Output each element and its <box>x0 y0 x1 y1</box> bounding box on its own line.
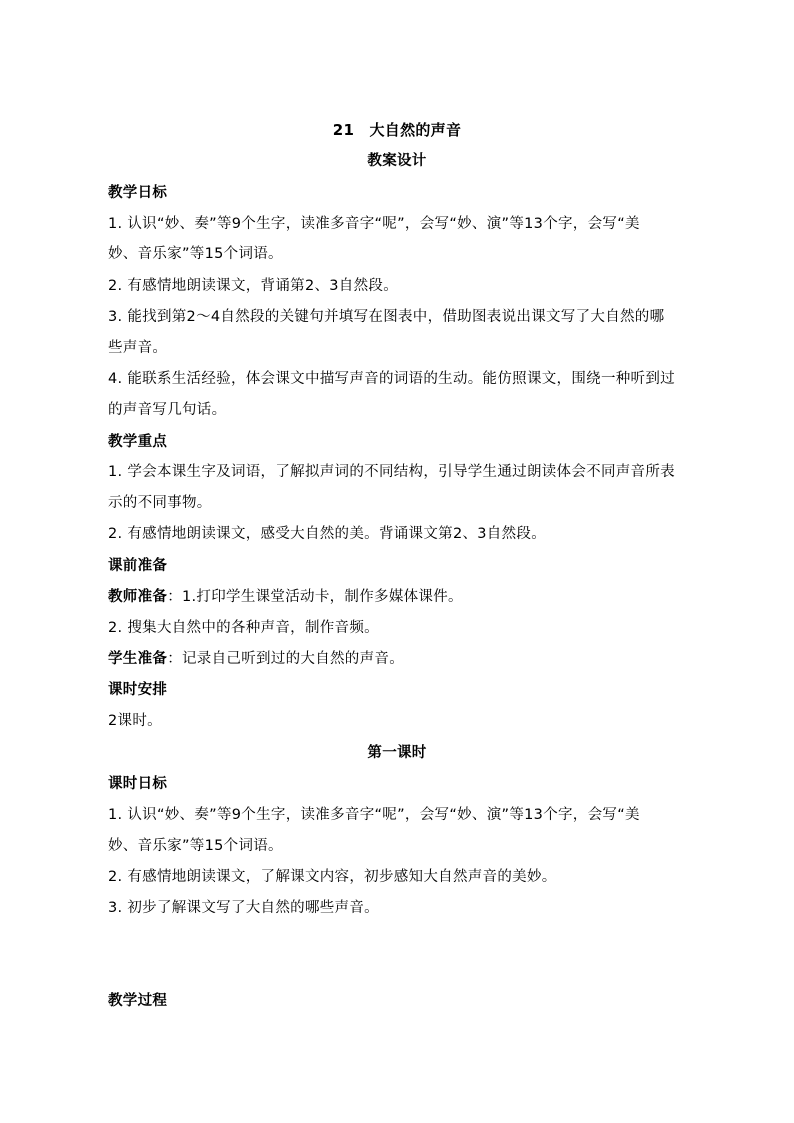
student-preparation-label: 学生准备 <box>108 651 168 667</box>
goal-item-4: 4. 能联系生活经验，体会课文中描写声音的词语的生动。能仿照课文，围绕一种听到过 <box>108 371 675 387</box>
plan-subtitle: 教案设计 <box>367 153 427 169</box>
lesson1-item-2: 2. 有感情地朗读课文，了解课文内容，初步感知大自然声音的美妙。 <box>108 869 557 885</box>
key-points-heading: 教学重点 <box>108 434 168 450</box>
goal-item-1-cont: 妙、音乐家”等15个词语。 <box>108 246 283 262</box>
student-preparation-text: ：记录自己听到过的大自然的声音。 <box>167 651 405 667</box>
goal-item-3-cont: 些声音。 <box>108 340 168 356</box>
student-preparation <box>108 649 720 669</box>
goals-heading: 教学日标 <box>108 185 168 201</box>
goal-item-3: 3. 能找到第2～4自然段的关键句并填写在图表中，借助图表说出课文写了大自然的哪 <box>108 309 665 325</box>
preparation-heading: 课前准备 <box>108 558 168 574</box>
schedule-heading: 课时安排 <box>108 682 168 698</box>
lesson1-item-3: 3. 初步了解课文写了大自然的哪些声音。 <box>108 900 379 916</box>
teacher-preparation <box>108 587 720 607</box>
key-point-item-1-cont: 示的不同事物。 <box>108 495 212 511</box>
lesson-title: 21 大自然的声音 <box>332 121 462 139</box>
goal-item-2: 2. 有感情地朗读课文，背诵第2、3自然段。 <box>108 278 398 294</box>
teacher-preparation-text: ：1.打印学生课堂活动卡，制作多媒体课件。 <box>167 589 463 605</box>
key-point-item-1: 1. 学会本课生字及词语，了解拟声词的不同结构，引导学生通过朗读体会不同声音所表 <box>108 464 675 480</box>
lesson1-goals-heading: 课时日标 <box>108 776 168 792</box>
lesson1-item-1-cont: 妙、音乐家”等15个词语。 <box>108 838 283 854</box>
schedule-text: 2课时。 <box>108 713 162 729</box>
teacher-preparation-label: 教师准备 <box>108 589 168 605</box>
teacher-preparation-item-2: 2. 搜集大自然中的各种声音，制作音频。 <box>108 620 379 636</box>
process-heading: 教学过程 <box>108 993 168 1009</box>
lesson1-item-1: 1. 认识“妙、奏”等9个生字，读准多音字“呢”，会写“妙、演”等13个字，会写“美 <box>108 807 640 823</box>
goal-item-1: 1. 认识“妙、奏”等9个生字，读准多音字“呢”，会写“妙、演”等13个字，会写“美 <box>108 216 640 232</box>
goal-item-4-cont: 的声音写几句话。 <box>108 402 227 418</box>
key-point-item-2: 2. 有感情地朗读课文，感受大自然的美。背诵课文第2、3自然段。 <box>108 526 546 542</box>
lesson1-heading: 第一课时 <box>367 745 427 761</box>
